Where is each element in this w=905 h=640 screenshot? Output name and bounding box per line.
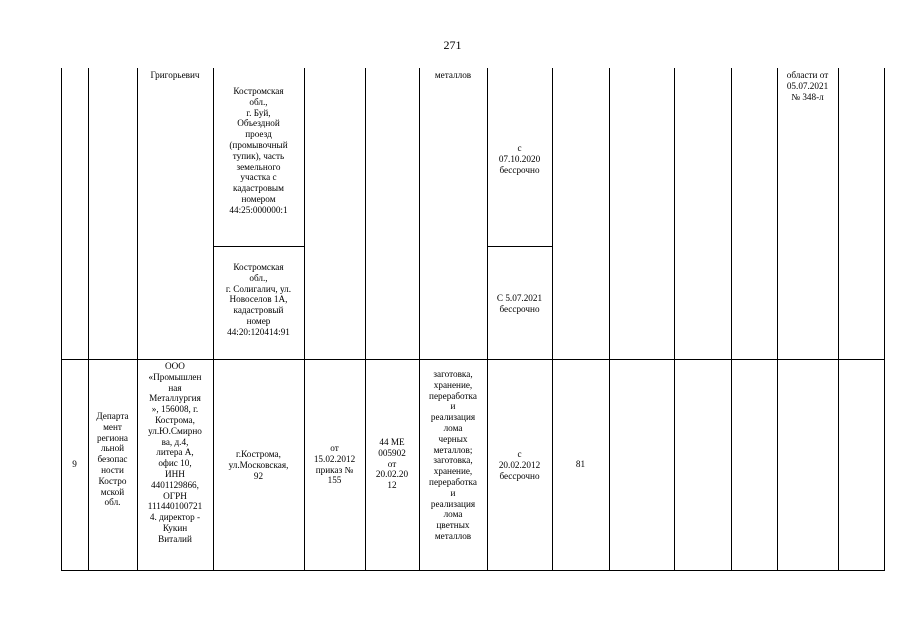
row-number-cell bbox=[61, 459, 88, 470]
validity-term: с 07.10.2020 бессрочно bbox=[498, 143, 541, 175]
table-border bbox=[61, 68, 62, 571]
order-cell bbox=[304, 443, 365, 486]
licensee-details: ООО «Промышлен ная Металлургия », 156008, г. Кострома, ул.Ю.Смирно ва, д.4, литера А, офис 10, ИНН 4401129866, ОГРН 111440100721 4. директор - Кукин Виталий bbox=[147, 361, 203, 544]
table-border bbox=[674, 68, 675, 571]
activity-text: металлов bbox=[434, 70, 472, 80]
validity-term: с 20.02.2012 бессрочно bbox=[498, 449, 541, 481]
row-number: 9 bbox=[72, 459, 77, 469]
term-cell-2 bbox=[487, 293, 552, 315]
decision-text: области от 05.07.2021 № 348-л bbox=[786, 70, 829, 102]
table-border bbox=[884, 68, 885, 571]
table-border bbox=[838, 68, 839, 571]
table-border bbox=[213, 246, 304, 247]
table-border bbox=[61, 570, 884, 571]
value-cell bbox=[552, 459, 609, 470]
activity-text: заготовка, хранение, переработка и реализация лома черных металлов; заготовка, хранение, переработка и реализация лома цветных металлов bbox=[429, 369, 477, 541]
table-border bbox=[304, 68, 305, 571]
order-text: от 15.02.2012 приказ № 155 bbox=[313, 443, 356, 486]
address-cell-2 bbox=[213, 262, 304, 338]
table-border bbox=[487, 246, 552, 247]
table-border bbox=[365, 68, 366, 571]
table-border bbox=[731, 68, 732, 571]
term-cell-1 bbox=[487, 143, 552, 175]
responsible-name: Григорьевич bbox=[150, 70, 200, 80]
page-number: 271 bbox=[443, 38, 462, 52]
license-cell bbox=[365, 437, 419, 491]
licensee-cell bbox=[137, 361, 213, 545]
decision-cell bbox=[777, 70, 838, 102]
license-number: 44 МЕ 005902 от 20.02.20 12 bbox=[375, 437, 409, 491]
site-address: Костромская обл., г. Солигалич, ул. Новоселов 1А, кадастровый номер 44:20:120414:91 bbox=[225, 262, 292, 337]
address-cell bbox=[213, 449, 304, 481]
term-cell bbox=[487, 449, 552, 481]
activity-cell bbox=[419, 369, 487, 542]
activity-cell bbox=[419, 70, 487, 81]
authority-cell bbox=[88, 411, 137, 508]
licensing-authority: Департа мент региона льной безопас ности Костро мской обл. bbox=[96, 411, 129, 508]
table-border bbox=[552, 68, 553, 571]
responsible-name-cell bbox=[137, 70, 213, 81]
site-address: Костромская обл., г. Буй, Объездной проезд (промывочный тупик), часть земельного участка с кадастровым номером 44:25:000000:1 bbox=[229, 86, 288, 215]
table-border bbox=[609, 68, 610, 571]
table-border bbox=[61, 359, 884, 360]
address-cell-1 bbox=[213, 86, 304, 216]
table-border bbox=[777, 68, 778, 571]
validity-term: С 5.07.2021 бессрочно bbox=[496, 293, 543, 314]
column-value: 81 bbox=[575, 459, 586, 469]
site-address: г.Кострома, ул.Московская, 92 bbox=[228, 449, 289, 481]
